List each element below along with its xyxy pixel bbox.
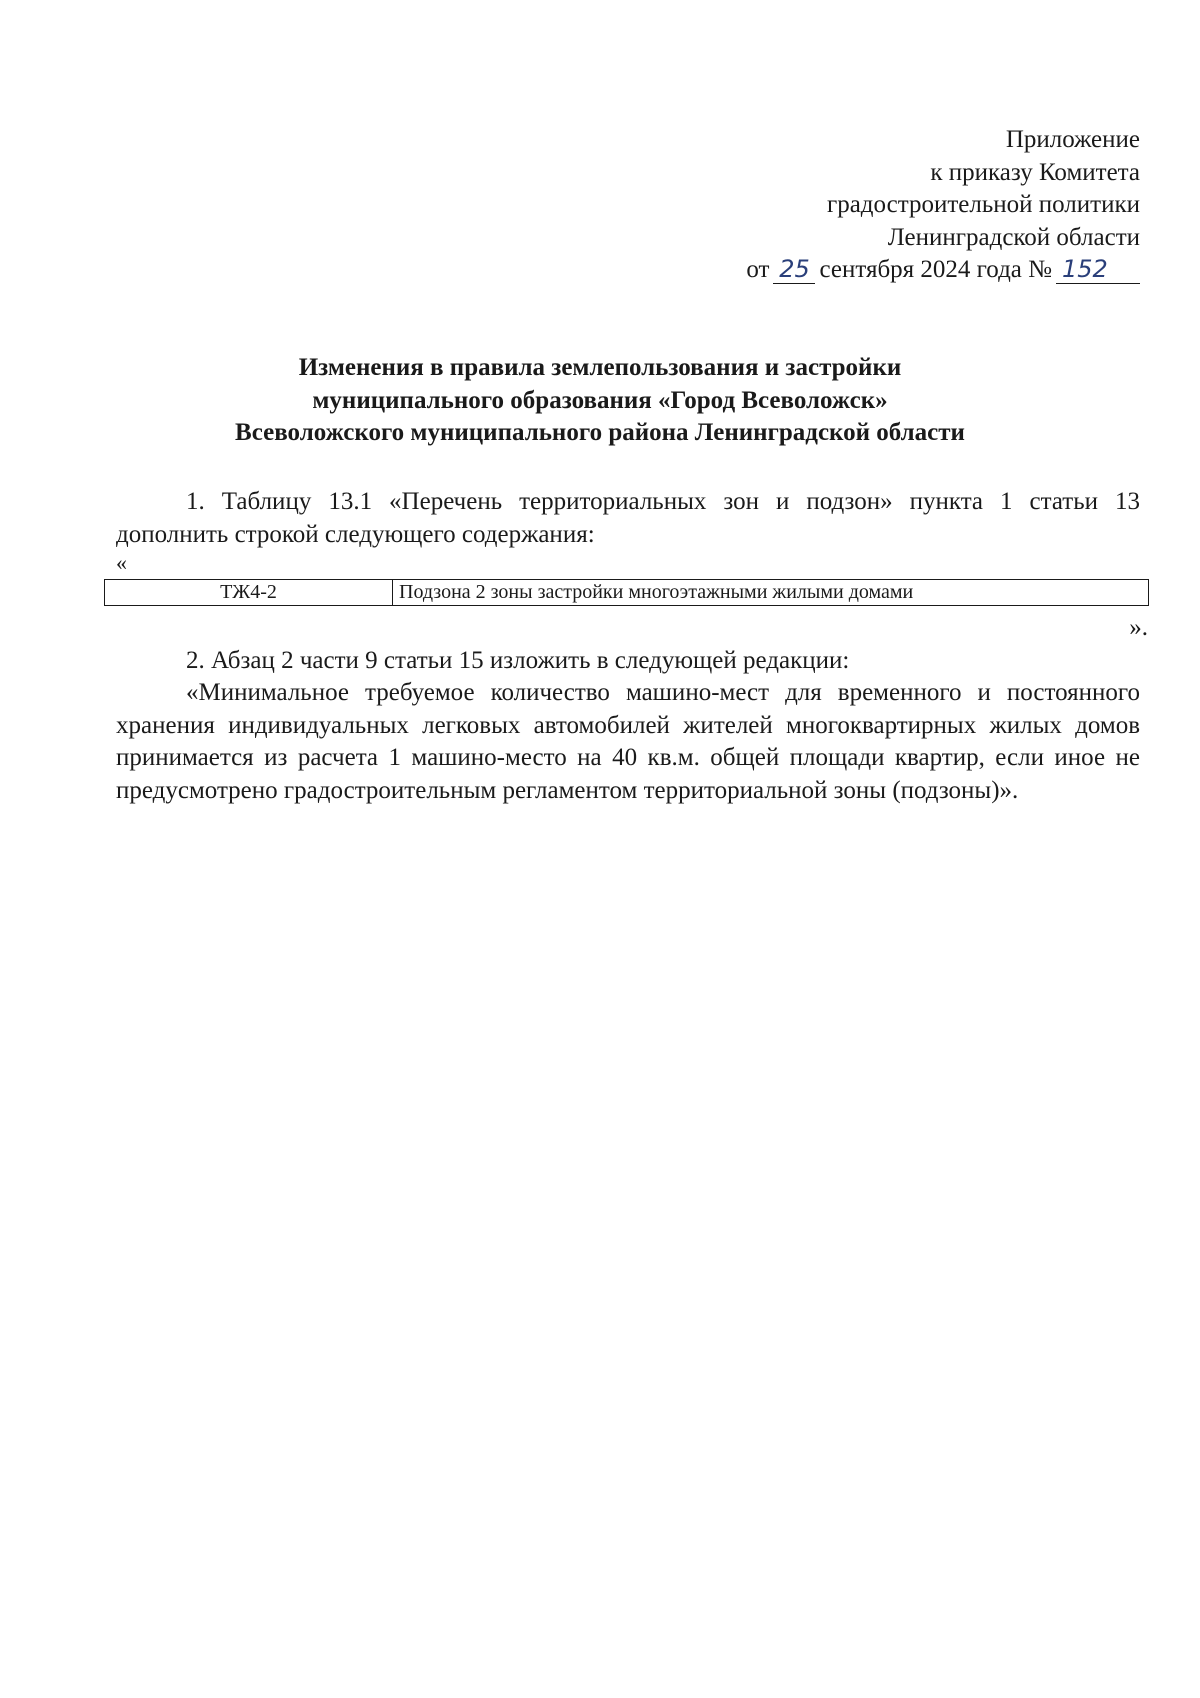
zone-code-cell: ТЖ4-2	[105, 580, 393, 606]
document-title	[0, 352, 1200, 450]
quote-open-mark: «	[116, 550, 127, 575]
appendix-label: Приложение	[1005, 126, 1140, 153]
item-2-quote-paragraph: «Минимальное требуемое количество машино-мест для временного и постоянного хранения индивидуальных легковых автомобилей жителей многоквартирных жилых домов принимается из расчета 1 машино-место на 40 кв.м. общей площади квартир, если иное не предусмотрено градостроительным регламентом территориальной зоны (подзоны)».	[116, 679, 1140, 804]
handwritten-day: 25	[773, 255, 815, 284]
zone-description-cell: Подзона 2 зоны застройки многоэтажными жилыми домами	[393, 580, 1149, 606]
table-row	[105, 580, 1149, 606]
appendix-header	[746, 124, 1140, 287]
item-1-paragraph: 1. Таблицу 13.1 «Перечень территориальных зон и подзон» пункта 1 статьи 13 дополнить строкой следующего содержания:	[116, 488, 1140, 548]
appendix-date-line	[746, 254, 1140, 287]
date-prefix: от	[746, 256, 770, 283]
item-2-paragraph: 2. Абзац 2 части 9 статьи 15 изложить в следующей редакции:	[186, 647, 850, 674]
zone-table	[104, 579, 1149, 606]
appendix-region: Ленинградской области	[887, 223, 1140, 251]
quote-close-mark: ».	[1129, 614, 1148, 641]
title-line-3: Всеволожского муниципального района Ленинградской области	[235, 419, 965, 446]
handwritten-order-number: 152	[1056, 255, 1140, 284]
title-line-2: муниципального образования «Город Всеволожск»	[312, 386, 888, 414]
appendix-order-ref: к приказу Комитета	[930, 158, 1140, 186]
date-middle: сентября 2024 года №	[819, 256, 1052, 283]
title-line-1: Изменения в правила землепользования и застройки	[298, 354, 902, 381]
appendix-committee: градостроительной политики	[826, 191, 1140, 218]
